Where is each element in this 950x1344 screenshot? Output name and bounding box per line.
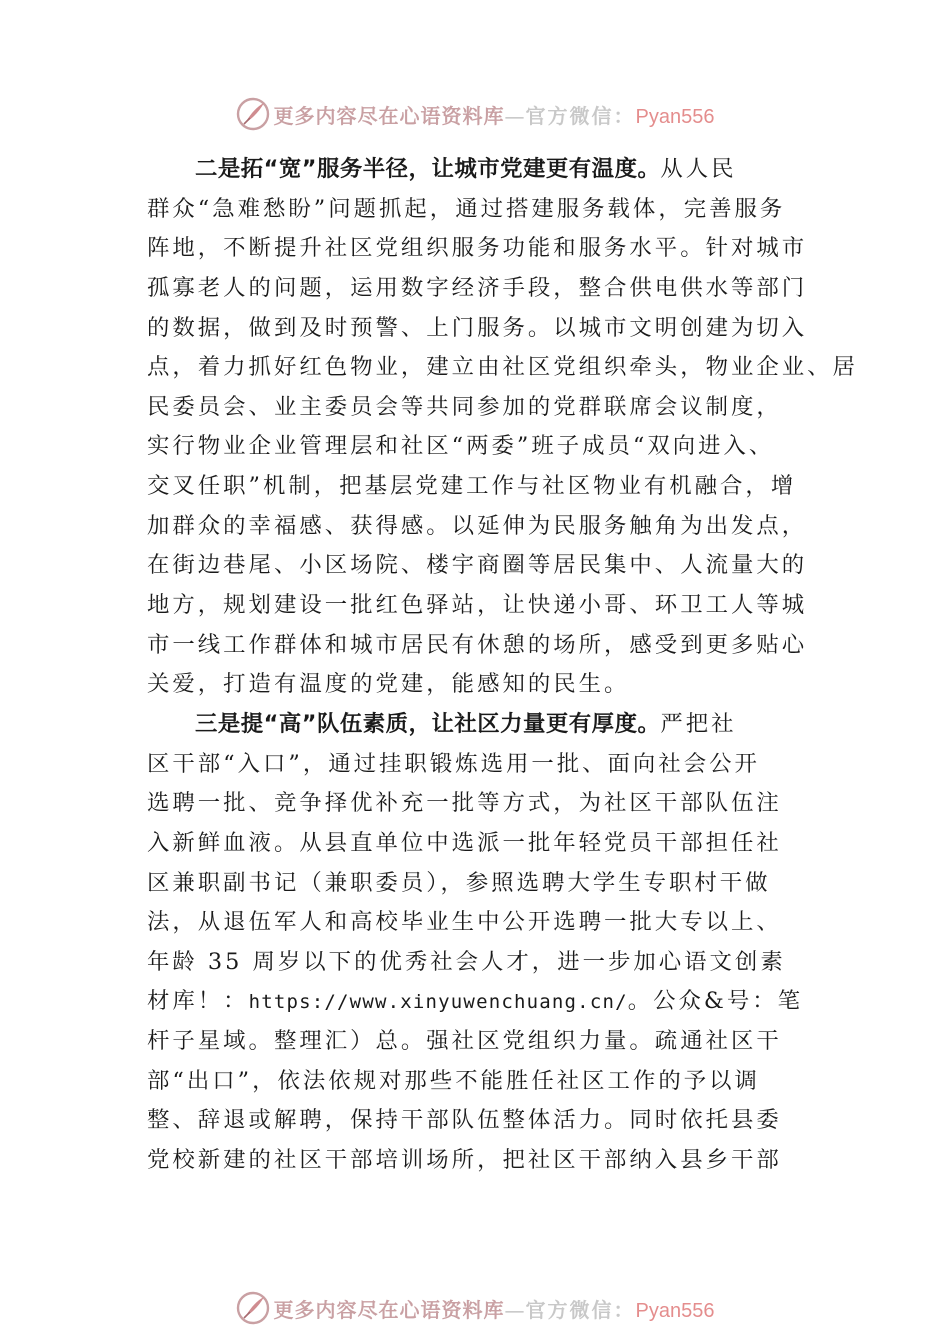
para1-line-6: 民委员会、业主委员会等共同参加的党群联席会议制度， <box>147 393 782 420</box>
para1-lead: 二是拓“宽”服务半径，让城市党建更有温度。 <box>195 156 661 182</box>
para2-line-0: 三是提“高”队伍素质，让社区力量更有厚度。严把社 <box>195 710 737 737</box>
header-watermark <box>0 94 950 134</box>
para1-line-3: 孤寡老人的问题，运用数字经济手段，整合供电供水等部门 <box>147 274 808 301</box>
para2-line-3: 入新鲜血液。从县直单位中选派一批年轻党员干部担任社 <box>147 829 782 856</box>
quill-logo-icon <box>236 1291 270 1325</box>
para1-line-0: 二是拓“宽”服务半径，让城市党建更有温度。从人民 <box>195 156 737 182</box>
para2-line-4: 区兼职副书记（兼职委员），参照选聘大学生专职村干做 <box>147 869 771 896</box>
para1-line-4: 的数据，做到及时预警、上门服务。以城市文明创建为切入 <box>147 314 808 341</box>
para2-line-2: 选聘一批、竞争择优补充一批等方式，为社区干部队伍注 <box>147 790 782 817</box>
document-body <box>147 150 858 1181</box>
para1-line-7: 实行物业企业管理层和社区“两委”班子成员“双向进入、 <box>147 433 775 460</box>
para2-line-9: 部“出口”，依法依规对那些不能胜任社区工作的予以调 <box>147 1067 760 1094</box>
para1-line-2: 阵地，不断提升社区党组织服务功能和服务水平。针对城市 <box>147 235 808 262</box>
watermark-text: 更多内容尽在心语资料库—官方微信：Pyan556 <box>273 1297 715 1322</box>
para1-line-1: 群众“急难愁盼”问题抓起，通过搭建服务载体，完善服务 <box>147 195 786 222</box>
website-url: https://www.xinyuwenchuang.cn/ <box>248 991 628 1014</box>
para1-line-10: 在街边巷尾、小区场院、楼宇商圈等居民集中、人流量大的 <box>147 552 808 579</box>
para2-lead: 三是提“高”队伍素质，让社区力量更有厚度。 <box>195 710 661 737</box>
watermark-text: 更多内容尽在心语资料库—官方微信：Pyan556 <box>273 103 715 128</box>
para1-line-5: 点，着力抓好红色物业，建立由社区党组织牵头，物业企业、居 <box>147 354 858 381</box>
para1-line-8: 交叉任职”机制，把基层党建工作与社区物业有机融合，增 <box>147 473 797 500</box>
para2-url-line: 材库！：https://www.xinyuwenchuang.cn/。公众&号：笔 <box>147 988 804 1015</box>
para2-line-5: 法，从退伍军人和高校毕业生中公开选聘一批大专以上、 <box>147 909 782 936</box>
para2-line-11: 党校新建的社区干部培训场所，把社区干部纳入县乡干部 <box>147 1147 782 1174</box>
para2-line-8: 杆子星域。整理汇）总。强社区党组织力量。疏通社区干 <box>147 1028 782 1055</box>
para2-line-10: 整、辞退或解聘，保持干部队伍整体活力。同时依托县委 <box>147 1107 782 1134</box>
quill-logo-icon <box>236 97 270 131</box>
para2-line-6: 年龄 35 周岁以下的优秀社会人才，进一步加心语文创素 <box>147 948 786 975</box>
para1-line-13: 关爱，打造有温度的党建，能感知的民生。 <box>147 671 630 698</box>
para2-line-1: 区干部“入口”，通过挂职锻炼选用一批、面向社会公开 <box>147 750 760 777</box>
para1-line-9: 加群众的幸福感、获得感。以延伸为民服务触角为出发点， <box>147 512 808 539</box>
para1-line-11: 地方，规划建设一批红色驿站，让快递小哥、环卫工人等城 <box>147 592 808 619</box>
para1-line-12: 市一线工作群体和城市居民有休憩的场所，感受到更多贴心 <box>147 631 808 658</box>
footer-watermark <box>0 1288 950 1328</box>
